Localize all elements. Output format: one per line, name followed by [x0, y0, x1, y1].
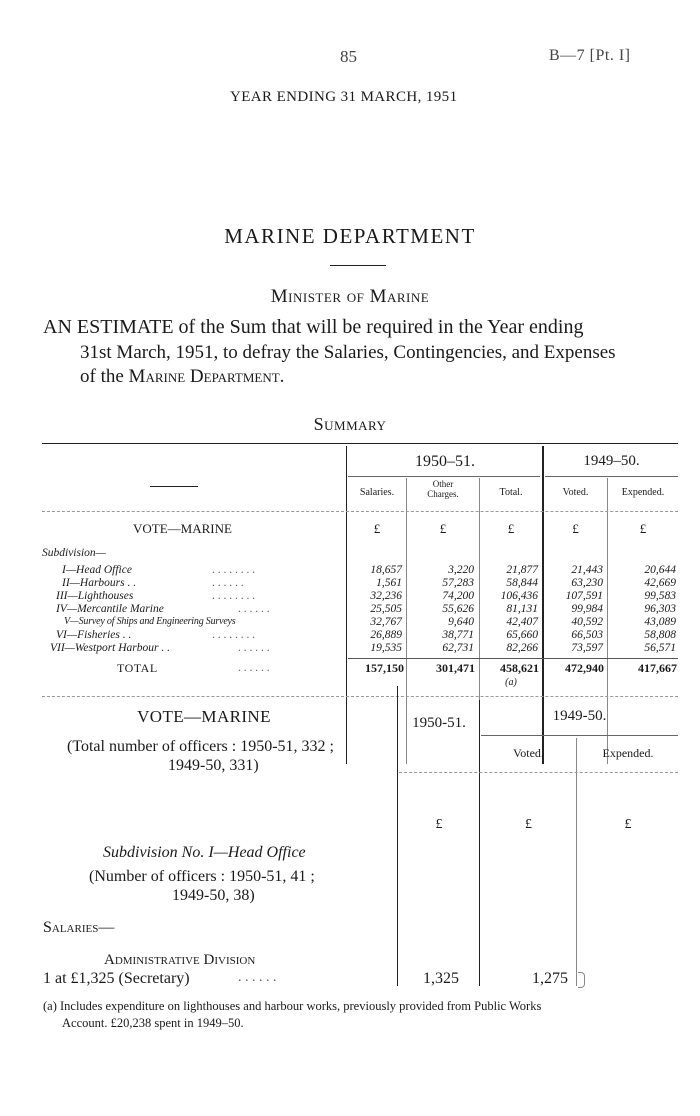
detail-currency-voted: £	[525, 817, 532, 832]
row-label: IV—Mercantile Marine	[56, 603, 164, 615]
col-header-other-l2: Charges.	[427, 489, 459, 499]
page-reference: B—7 [Pt. I]	[549, 47, 631, 64]
sub-officers-line-1: (Number of officers : 1950-51, 41 ;	[89, 868, 315, 885]
row-expended: 58,808	[644, 629, 676, 641]
item-bracket	[578, 972, 585, 988]
detail-col-divider-3	[576, 738, 577, 986]
row-expended: 96,303	[644, 603, 676, 615]
row-total: 81,131	[506, 603, 538, 615]
row-other: 55,626	[442, 603, 474, 615]
summary-year-previous: 1949–50.	[583, 453, 640, 469]
row-salaries: 19,535	[370, 642, 402, 654]
row-other: 38,771	[442, 629, 474, 641]
row-salaries: 18,657	[370, 564, 402, 576]
summary-year-rule-2	[545, 476, 678, 477]
detail-vote-label: VOTE—MARINE	[137, 707, 271, 726]
row-dots: . . . . . . . .	[212, 629, 256, 641]
detail-officers-line-1: (Total number of officers : 1950-51, 332 ;	[67, 738, 334, 755]
row-total: 106,436	[500, 590, 538, 602]
currency-other: £	[439, 521, 447, 536]
row-label: I—Head Office	[62, 564, 132, 576]
row-dots: . . . . . . . .	[212, 564, 256, 576]
summary-col-divider-1	[346, 446, 347, 764]
division-label: Administrative Division	[104, 952, 256, 968]
title-rule	[330, 265, 386, 266]
footnote-line-1: (a) Includes expenditure on lighthouses and harbour works, previously provided from Public Works	[43, 999, 542, 1013]
detail-currency-expended: £	[624, 817, 632, 832]
row-other: 62,731	[442, 642, 474, 654]
summary-top-rule	[42, 443, 678, 444]
row-voted: 99,984	[571, 603, 603, 615]
row-total: 82,266	[506, 642, 538, 654]
year-ending-line: YEAR ENDING 31 MARCH, 1951	[230, 89, 458, 105]
row-total: 21,877	[506, 564, 538, 576]
col-header-expended: Expended.	[621, 487, 665, 498]
sub-officers-line-2: 1949-50, 38)	[172, 887, 255, 904]
col-header-salaries: Salaries.	[359, 487, 395, 498]
row-salaries: 26,889	[370, 629, 402, 641]
estimate-line-3-dept: Marine Department.	[128, 366, 285, 387]
total-salaries: 157,150	[365, 661, 404, 675]
summary-total-dots: . . . . . .	[238, 662, 270, 674]
detail-col-expended: Expended.	[602, 746, 654, 760]
total-other: 301,471	[436, 661, 475, 675]
row-expended: 43,089	[644, 616, 676, 628]
row-expended: 42,669	[644, 577, 676, 589]
salaries-label: Salaries—	[43, 919, 115, 936]
item-voted-value: 1,275	[532, 970, 568, 987]
summary-heading: Summary	[313, 414, 387, 434]
summary-header-rule	[42, 511, 678, 512]
row-total: 65,660	[506, 629, 538, 641]
detail-year-current: 1950-51.	[412, 715, 466, 731]
row-voted: 63,230	[571, 577, 603, 589]
detail-header-rule	[399, 772, 678, 773]
row-expended: 20,644	[644, 564, 676, 576]
detail-year-previous: 1949-50.	[552, 708, 607, 724]
row-total: 42,407	[506, 616, 538, 628]
estimate-line-1: AN ESTIMATE of the Sum that will be required in the Year ending	[43, 316, 584, 338]
summary-stub-rule	[150, 486, 198, 487]
row-label: VII—Westport Harbour . .	[50, 642, 171, 654]
footnote-line-2: Account. £20,238 spent in 1949–50.	[62, 1016, 244, 1030]
total-voted: 472,940	[565, 661, 604, 675]
total-expended: 417,667	[638, 661, 677, 675]
col-header-voted: Voted.	[562, 487, 589, 498]
row-salaries: 32,236	[370, 590, 402, 602]
summary-year-current: 1950–51.	[415, 453, 475, 470]
row-label: II—Harbours . .	[62, 577, 137, 589]
item-dots: . . . . . .	[238, 970, 277, 985]
row-label: III—Lighthouses	[56, 590, 134, 602]
row-salaries: 25,505	[370, 603, 402, 615]
row-dots: . . . . . .	[238, 603, 270, 615]
row-dots: . . . . . .	[212, 577, 244, 589]
estimate-line-2: 31st March, 1951, to defray the Salaries, Contingencies, and Expenses	[80, 342, 616, 363]
row-voted: 73,597	[571, 642, 603, 654]
currency-salaries: £	[373, 521, 381, 536]
row-label: V—Survey of Ships and Engineering Surveys	[64, 616, 236, 627]
estimate-line-3	[80, 366, 284, 388]
row-salaries: 1,561	[376, 577, 402, 589]
subdivision-title: Subdivision No. I—Head Office	[103, 844, 306, 861]
minister-line: Minister of Marine	[270, 286, 430, 307]
total-total: 458,621	[500, 661, 539, 675]
currency-voted: £	[572, 521, 579, 536]
row-voted: 21,443	[571, 564, 603, 576]
row-label: VI—Fisheries . .	[56, 629, 132, 641]
page-number: 85	[340, 47, 357, 66]
row-other: 57,283	[442, 577, 474, 589]
detail-year-rule	[481, 735, 678, 736]
detail-col-divider-2	[479, 700, 480, 986]
summary-total-label: TOTAL	[117, 661, 158, 675]
estimate-line-3-prefix: of the	[80, 366, 124, 387]
detail-officers-line-2: 1949-50, 331)	[168, 757, 259, 774]
total-note-marker: (a)	[505, 677, 517, 688]
row-dots: . . . . . . . .	[212, 590, 256, 602]
currency-expended: £	[639, 521, 647, 536]
summary-year-rule-1	[348, 476, 540, 477]
row-voted: 107,591	[565, 590, 603, 602]
row-other: 74,200	[442, 590, 474, 602]
row-expended: 99,583	[644, 590, 676, 602]
item-current-value: 1,325	[423, 970, 459, 987]
col-header-other-l1: Other	[432, 479, 454, 489]
col-header-other-charges	[407, 479, 479, 499]
currency-total: £	[507, 521, 515, 536]
row-salaries: 32,767	[370, 616, 402, 628]
row-other: 3,220	[448, 564, 474, 576]
row-voted: 66,503	[571, 629, 603, 641]
item-label: 1 at £1,325 (Secretary)	[43, 970, 190, 987]
row-expended: 56,571	[644, 642, 676, 654]
detail-col-voted: Voted.	[513, 746, 544, 760]
col-header-total: Total.	[499, 487, 523, 498]
summary-bottom-rule	[42, 696, 678, 697]
summary-total-rule	[348, 658, 678, 659]
row-total: 58,844	[506, 577, 538, 589]
subdivision-label: Subdivision—	[42, 547, 106, 559]
department-title: MARINE DEPARTMENT	[224, 224, 476, 248]
detail-col-divider-1	[397, 686, 398, 986]
row-dots: . . . . . .	[238, 642, 270, 654]
summary-vote-label: VOTE—MARINE	[133, 521, 232, 536]
detail-currency-current: £	[435, 817, 443, 832]
row-other: 9,640	[448, 616, 474, 628]
row-voted: 40,592	[571, 616, 603, 628]
